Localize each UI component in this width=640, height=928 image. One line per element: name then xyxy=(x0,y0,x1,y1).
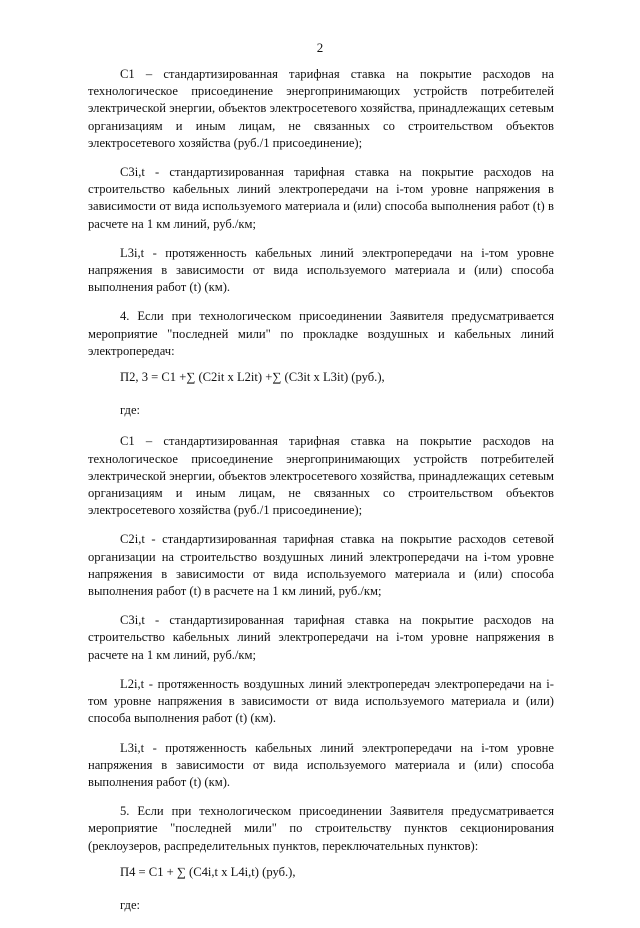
document-body xyxy=(88,66,554,928)
definition-c3: С3i,t - стандартизированная тарифная ставка на покрытие расходов на строительство кабельных линий электропередачи на i-том уровне напряжения в расчете на 1 км линий, руб./км; xyxy=(88,613,554,662)
definition-l3: L3i,t - протяженность кабельных линий электропередачи на i-том уровне напряжения в зависимости от вида используемого материала и (или) способа выполнения работ (t) (км). xyxy=(88,740,554,789)
definition-c1: С1 – стандартизированная тарифная ставка на покрытие расходов на технологическое присоединение энергопринимающих устройств потребителей электрической энергии, объектов электросетевого хозяйства, принадлежащих сетевым организациям и иным лицам, не связанных со строительством объектов электросетевого хозяйства (руб./1 присоединение); xyxy=(88,67,554,150)
formula-p4: П4 = С1 + ∑ (С4i,t x L4i,t) (руб.), xyxy=(120,864,296,879)
page-number: 2 xyxy=(316,40,324,55)
where-label: где: xyxy=(120,897,141,912)
clause-5: 5. Если при технологическом присоединении Заявителя предусматривается мероприятие "последней мили" по строительству пунктов секционирования (реклоузеров, распределительных пунктов, переключательных пунктов): xyxy=(88,804,554,853)
definition-c3: С3i,t - стандартизированная тарифная ставка на покрытие расходов на строительство кабельных линий электропередачи на i-том уровне напряжения в зависимости от вида используемого материала и (или) способа выполнения работ (t) в расчете на 1 км линий, руб./км; xyxy=(88,165,554,231)
definition-c1: С1 – стандартизированная тарифная ставка на покрытие расходов на технологическое присоединение энергопринимающих устройств потребителей электрической энергии, объектов электросетевого хозяйства, принадлежащих сетевым организациям и иным лицам, не связанных со строительством объектов электросетевого хозяйства (руб./1 присоединение); xyxy=(88,434,554,518)
definition-l3: L3i,t - протяженность кабельных линий электропередачи на i-том уровне напряжения в зависимости от вида используемого материала и (или) способа выполнения работ (t) (км). xyxy=(88,245,554,295)
definition-c2: С2i,t - стандартизированная тарифная ставка на покрытие расходов сетевой организации на строительство воздушных линий электропередачи на i-том уровне напряжения в зависимости от вида используемого материала и (или) способа выполнения работ (t) в расчете на 1 км линий, руб./км; xyxy=(88,532,554,599)
clause-4: 4. Если при технологическом присоединении Заявителя предусматривается мероприятие "последней мили" по прокладке воздушных и кабельных линий электропередач: xyxy=(88,309,554,358)
definition-l2: L2i,t - протяженность воздушных линий электропередач электропередачи на i-том уровне напряжения в зависимости от вида используемого материала и (или) способа выполнения работ (t) (км). xyxy=(88,676,554,726)
formula-p23: П2, 3 = С1 +∑ (С2it x L2it) +∑ (С3it x L3it) (руб.), xyxy=(120,370,385,385)
where-label: где: xyxy=(120,403,141,418)
